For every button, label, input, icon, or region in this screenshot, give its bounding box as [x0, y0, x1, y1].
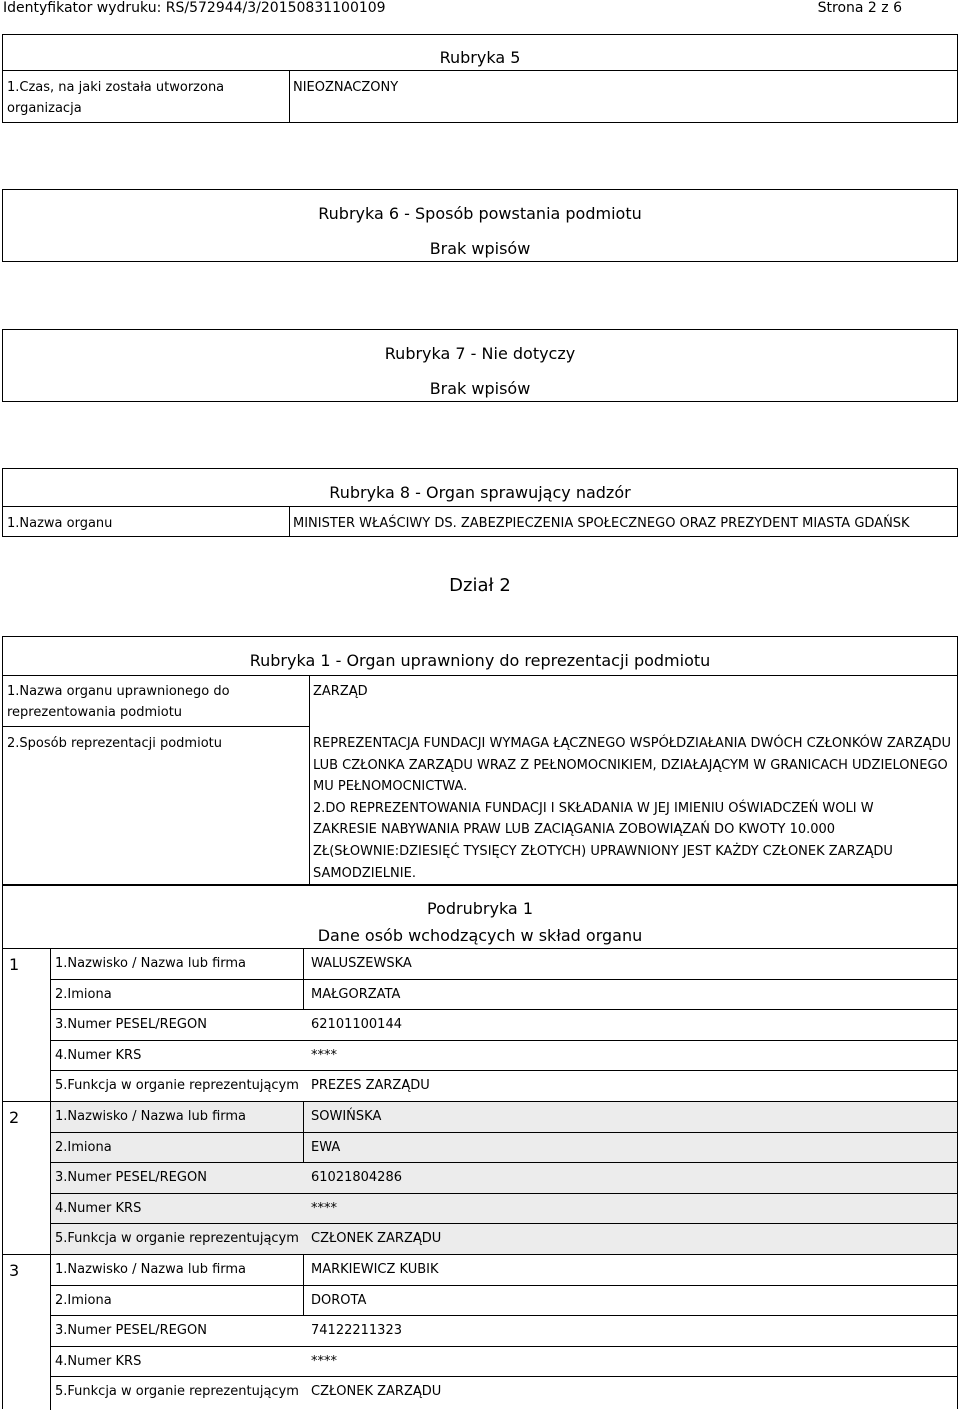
representation-line: ZAKRESIE NABYWANIA PRAW LUB ZACIĄGANIA ZOBOWIĄZAŃ DO KWOTY 10.000 [313, 822, 836, 838]
person-pesel-value: 62101100144 [311, 1017, 402, 1033]
person-krs-label: 4.Numer KRS [55, 1047, 142, 1063]
person-krs-label: 4.Numer KRS [55, 1200, 142, 1216]
rubryka-7-empty: Brak wpisów [429, 379, 531, 398]
rubryka-5-value: NIEOZNACZONY [293, 80, 399, 95]
rubryka-6-title: Rubryka 6 - Sposób powstania podmiotu [318, 204, 642, 223]
person-first-label: 2.Imiona [55, 1292, 112, 1308]
person-number: 2 [9, 1108, 20, 1127]
d2-rubryka-1 [2, 636, 958, 885]
person-first-label: 2.Imiona [55, 1139, 112, 1155]
person-pesel-label: 3.Numer PESEL/REGON [55, 1323, 207, 1339]
person-krs-value: **** [311, 1047, 337, 1063]
podrubryka-title: Podrubryka 1 [427, 899, 533, 918]
person-first-value: MAŁGORZATA [311, 986, 401, 1002]
representation-line: MU PEŁNOMOCNICTWA. [313, 779, 468, 795]
rubryka-6 [2, 189, 958, 262]
podrubryka-1 [2, 885, 958, 1409]
person-func-label: 5.Funkcja w organie reprezentującym [55, 1384, 299, 1400]
person-func-value: PREZES ZARZĄDU [311, 1078, 430, 1094]
person-krs-value: **** [311, 1200, 337, 1216]
person-number: 3 [9, 1261, 20, 1280]
representation-line: ZŁ(SŁOWNIE:DZIESIĘĆ TYSIĘCY ZŁOTYCH) UPRAWNIONY JEST KAŻDY CZŁONEK ZARZĄDU [313, 843, 893, 859]
person-number: 1 [9, 955, 20, 974]
person-pesel-value: 74122211323 [311, 1323, 402, 1339]
dzial-title: Dział 2 [449, 575, 511, 596]
rubryka-8-value: MINISTER WŁAŚCIWY DS. ZABEZPIECZENIA SPOŁECZNEGO ORAZ PREZYDENT MIASTA GDAŃSK [293, 516, 910, 531]
rubryka-5-title: Rubryka 5 [439, 48, 521, 67]
representation-line: LUB CZŁONKA ZARZĄDU WRAZ Z PEŁNOMOCNIKIEM, DZIAŁAJĄCYM W GRANICACH UDZIELONEGO [313, 757, 948, 773]
page-number: Strona 2 z 6 [817, 0, 902, 16]
representation-line: SAMODZIELNIE. [313, 865, 416, 881]
rubryka-8 [2, 468, 958, 537]
rubryka-8-label: 1.Nazwa organu [7, 516, 113, 531]
person-first-value: DOROTA [311, 1292, 367, 1308]
rubryka-7 [2, 329, 958, 402]
person-name-label: 1.Nazwisko / Nazwa lub firma [55, 1109, 247, 1124]
organ-name-label: 1.Nazwa organu uprawnionego do reprezentowania podmiotu [7, 684, 230, 720]
representation-value [313, 733, 951, 884]
print-identifier: Identyfikator wydruku: RS/572944/3/20150831100109 [3, 0, 386, 16]
person-name-value: SOWIŃSKA [311, 1109, 382, 1124]
person-name-value: MARKIEWICZ KUBIK [311, 1262, 439, 1277]
person-name-label: 1.Nazwisko / Nazwa lub firma [55, 956, 247, 971]
person-func-label: 5.Funkcja w organie reprezentującym [55, 1078, 299, 1094]
person-first-value: EWA [311, 1139, 341, 1155]
podrubryka-subtitle: Dane osób wchodzących w skład organu [317, 926, 643, 945]
person-pesel-label: 3.Numer PESEL/REGON [55, 1017, 207, 1033]
representation-line: REPREZENTACJA FUNDACJI WYMAGA ŁĄCZNEGO WSPÓŁDZIAŁANIA DWÓCH CZŁONKÓW ZARZĄDU [313, 736, 952, 751]
person-pesel-label: 3.Numer PESEL/REGON [55, 1170, 207, 1186]
d2-rubryka-1-title: Rubryka 1 - Organ uprawniony do reprezentacji podmiotu [249, 651, 711, 670]
organ-name-value: ZARZĄD [313, 684, 368, 699]
rubryka-5-label: 1.Czas, na jaki została utworzona organizacja [7, 80, 225, 116]
rubryka-7-title: Rubryka 7 - Nie dotyczy [384, 344, 576, 363]
person-first-label: 2.Imiona [55, 986, 112, 1002]
person-name-value: WALUSZEWSKA [311, 956, 412, 971]
person-krs-value: **** [311, 1353, 337, 1369]
rubryka-5 [2, 34, 958, 123]
person-name-label: 1.Nazwisko / Nazwa lub firma [55, 1262, 247, 1277]
representation-label: 2.Sposób reprezentacji podmiotu [7, 736, 222, 751]
person-func-value: CZŁONEK ZARZĄDU [311, 1384, 442, 1400]
person-krs-label: 4.Numer KRS [55, 1353, 142, 1369]
person-func-label: 5.Funkcja w organie reprezentującym [55, 1231, 299, 1247]
person-func-value: CZŁONEK ZARZĄDU [311, 1231, 442, 1247]
print-header [0, 0, 960, 20]
representation-line: 2.DO REPREZENTOWANIA FUNDACJI I SKŁADANIA W JEJ IMIENIU OŚWIADCZEŃ WOLI W [313, 800, 874, 816]
rubryka-8-title: Rubryka 8 - Organ sprawujący nadzór [329, 483, 631, 502]
person-pesel-value: 61021804286 [311, 1170, 402, 1186]
rubryka-6-empty: Brak wpisów [429, 239, 531, 258]
